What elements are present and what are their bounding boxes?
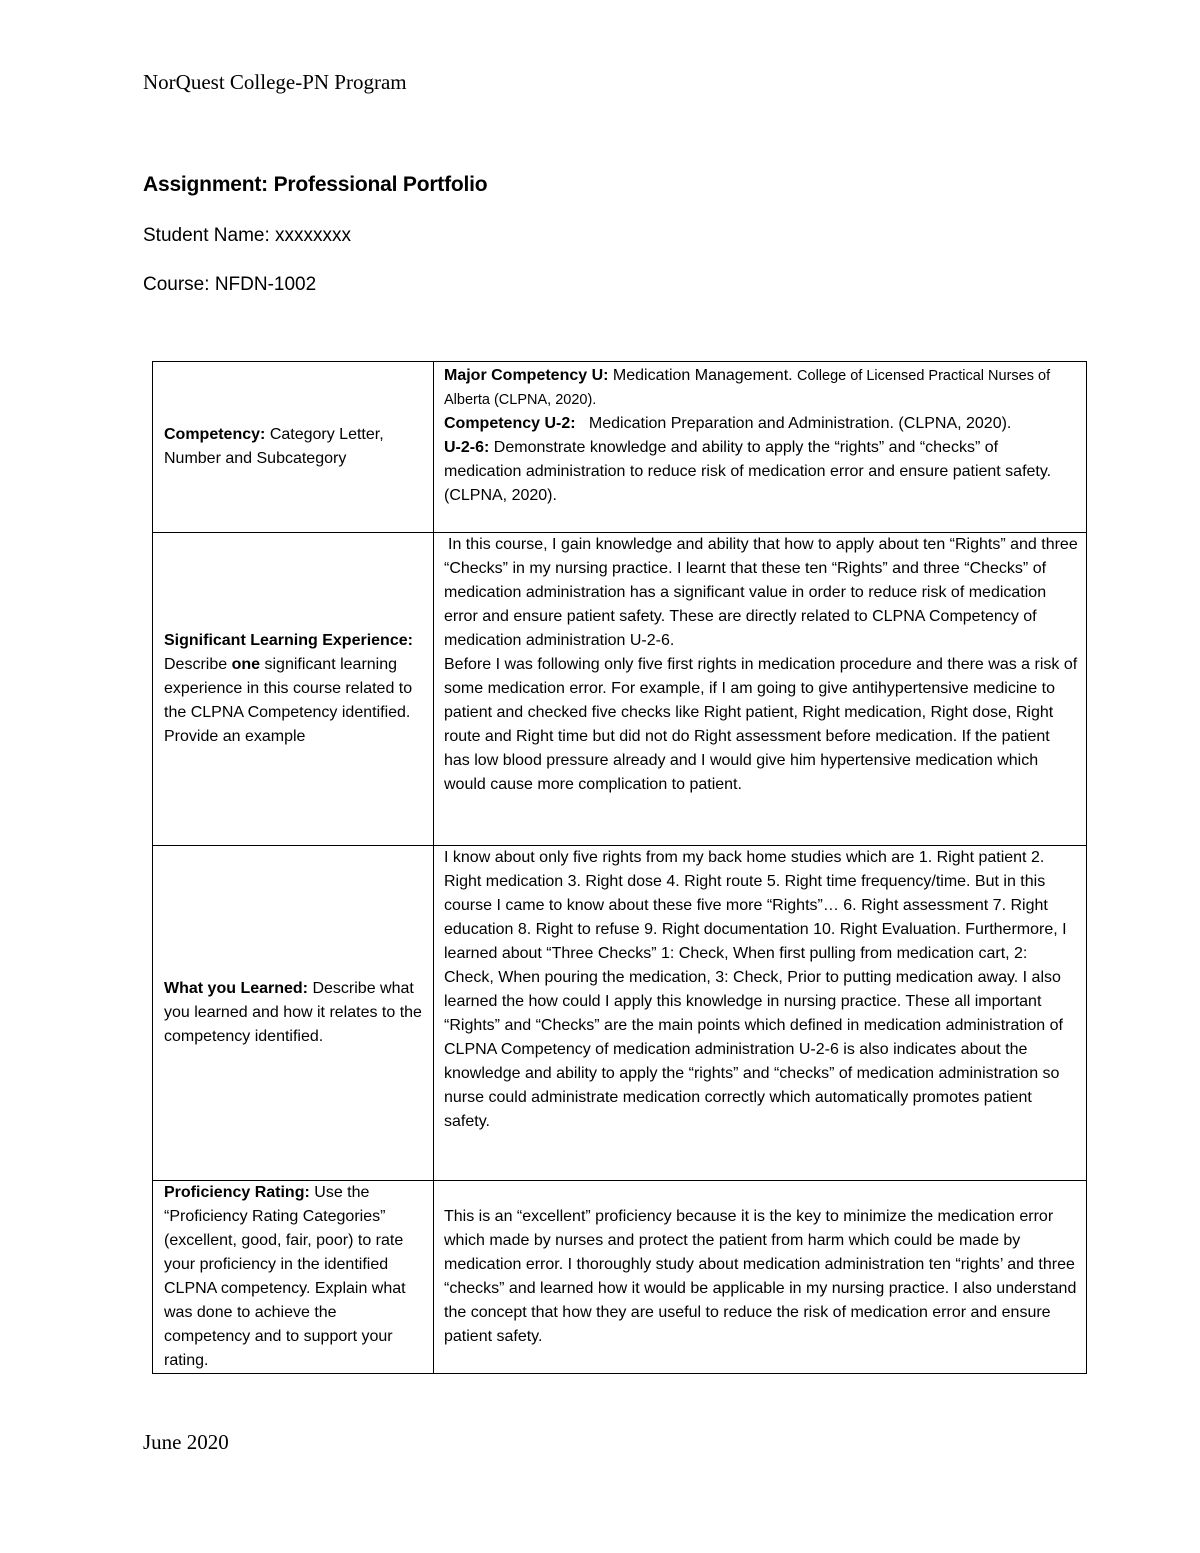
what-learned-label-rest: Describe what you learned and how it relates to the competency identified. xyxy=(164,980,422,1045)
learning-experience-label-cell xyxy=(153,533,434,846)
major-competency-text: Medication Management. xyxy=(612,367,793,384)
what-learned-value-cell xyxy=(434,846,1087,1181)
competency-label-bold: Competency: xyxy=(164,426,266,443)
proficiency-text: This is an “excellent” proficiency because it is the key to minimize the medication error which made by nurses and protect the patient from harm which could be made by medication error. I thoroughly study about medication administration ten “rights’ and three “checks” and learned how it would be applicable in my nursing practice. I also understand the concept that how they are useful to reduce the risk of medication error and ensure patient safety. xyxy=(444,1208,1077,1345)
learning-experience-para-2: Before I was following only five first rights in medication procedure and there was a risk of some medication error. For example, if I am going to give antihypertensive medicine to patient and checked five checks like Right patient, Right medication, Right dose, Right route and Right time but did not do Right assessment before medication. If the patient has low blood pressure already and I would give him hypertensive medication which would cause more complication to patient. xyxy=(444,656,1078,793)
table-row-proficiency-rating xyxy=(153,1181,1087,1374)
what-learned-text: I know about only five rights from my back home studies which are 1. Right patient 2. Right medication 3. Right dose 4. Right route 5. Right time frequency/time. But in this course I came to know about these five more “Rights”… 6. Right assessment 7. Right education 8. Right to refuse 9. Right documentation 10. Right Evaluation. Furthermore, I learned about “Three Checks” 1: Check, When first pulling from medication cart, 2: Check, When pouring the medication, 3: Check, Prior to putting medication away. I also learned the how could I apply this knowledge in nursing practice. These all important “Rights” and “Checks” are the main points which defined in medication administration of CLPNA Competency of medication administration U-2-6 is also indicates about the knowledge and ability to apply the “rights” and “checks” of medication administration so nurse could administrate medication correctly which automatically promotes patient safety. xyxy=(444,849,1067,1130)
assignment-title: Assignment: Professional Portfolio xyxy=(143,173,488,196)
learning-experience-para-1: In this course, I gain knowledge and ability that how to apply about ten “Rights” and three “Checks” in my nursing practice. I learnt that these ten “Rights” and three “Checks” of medication administration has a significant value in order to reduce risk of medication error and ensure patient safety. These are directly related to CLPNA Competency of medication administration U-2-6. xyxy=(444,536,1078,649)
portfolio-table xyxy=(152,361,1087,1374)
course-value: NFDN-1002 xyxy=(214,274,317,295)
competency-value-cell xyxy=(434,362,1087,533)
learning-experience-label-bold: Significant Learning Experience: xyxy=(164,632,413,649)
competency-u2-label: Competency U-2: xyxy=(444,415,576,432)
learning-experience-label-post: significant learning experience in this course related to the CLPNA Competency identified. Provide an example xyxy=(164,656,413,745)
proficiency-label-bold: Proficiency Rating: xyxy=(164,1184,310,1201)
student-name-label: Student Name: xyxy=(143,225,270,246)
proficiency-label-rest: Use the “Proficiency Rating Categories” (excellent, good, fair, poor) to rate your proficiency in the identified CLPNA competency. Explain what was done to achieve the competency and to support your rating. xyxy=(164,1184,406,1369)
page-header: NorQuest College-PN Program xyxy=(143,70,407,94)
competency-u26-label: U-2-6: xyxy=(444,439,490,456)
competency-label-cell xyxy=(153,362,434,533)
table-row-competency xyxy=(153,362,1087,533)
learning-experience-label-emph: one xyxy=(231,656,261,673)
competency-u2-text: Medication Preparation and Administration. (CLPNA, 2020). xyxy=(588,415,1012,432)
proficiency-label-cell xyxy=(153,1181,434,1374)
competency-label-rest: Category Letter, Number and Subcategory xyxy=(164,426,384,467)
course-label: Course: xyxy=(143,274,210,295)
course-line xyxy=(143,274,316,296)
table-row-learning-experience xyxy=(153,533,1087,846)
competency-u26-text: Demonstrate knowledge and ability to apply the “rights” and “checks” of medication administration to reduce risk of medication error and ensure patient safety. (CLPNA, 2020). xyxy=(444,439,1052,504)
page-footer: June 2020 xyxy=(143,1430,229,1454)
proficiency-value-cell xyxy=(434,1181,1087,1374)
table-row-what-learned xyxy=(153,846,1087,1181)
major-competency-label: Major Competency U: xyxy=(444,367,609,384)
student-name-value: xxxxxxxx xyxy=(275,225,352,246)
learning-experience-label-pre: Describe xyxy=(164,656,228,673)
what-learned-label-bold: What you Learned: xyxy=(164,980,309,997)
student-name-line xyxy=(143,225,351,247)
major-competency-source: College of Licensed Practical Nurses of Alberta (CLPNA, 2020). xyxy=(444,368,1051,408)
what-learned-label-cell xyxy=(153,846,434,1181)
learning-experience-value-cell xyxy=(434,533,1087,846)
